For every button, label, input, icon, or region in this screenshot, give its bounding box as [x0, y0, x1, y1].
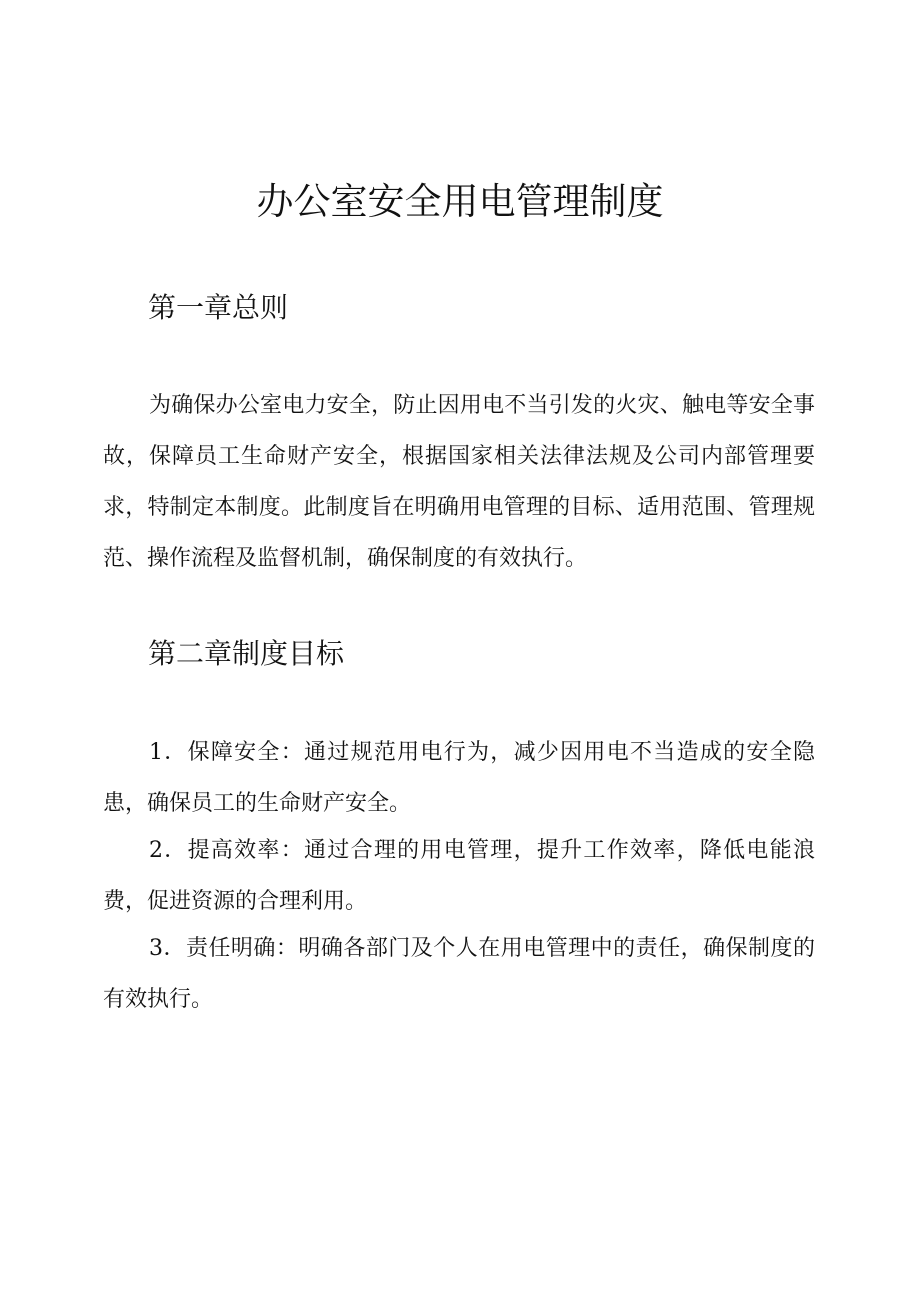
chapter-2-item-3: 3．责任明确：明确各部门及个人在用电管理中的责任，确保制度的有效执行。: [103, 936, 815, 1012]
chapter-1-paragraph: 为确保办公室电力安全，防止因用电不当引发的火灾、触电等安全事故，保障员工生命财产安全，根据国家相关法律法规及公司内部管理要求，特制定本制度。此制度旨在明确用电管理的目标、适用范围、管理规范、操作流程及监督机制，确保制度的有效执行。: [103, 393, 815, 571]
document-title: 办公室安全用电管理制度: [256, 180, 664, 223]
chapter-2-item-1: 1．保障安全：通过规范用电行为，减少因用电不当造成的安全隐患，确保员工的生命财产安全。: [103, 740, 815, 816]
chapter-2-heading: 第二章制度目标: [148, 637, 345, 670]
chapter-1-heading: 第一章总则: [148, 291, 289, 324]
chapter-2-item-2: 2．提高效率：通过合理的用电管理，提升工作效率，降低电能浪费，促进资源的合理利用。: [103, 838, 815, 914]
